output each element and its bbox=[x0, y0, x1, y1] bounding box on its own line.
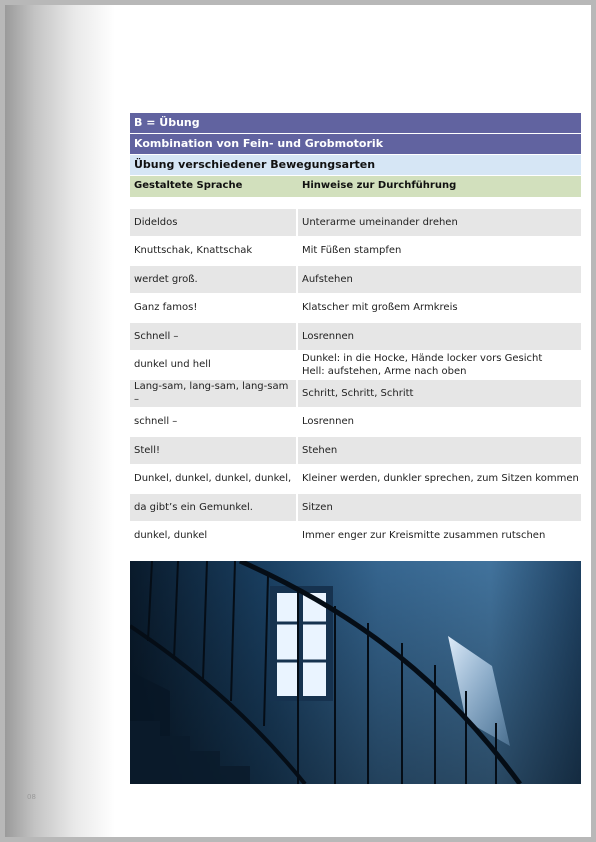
spoken-text-cell: dunkel, dunkel bbox=[134, 530, 208, 542]
instruction-cell bbox=[298, 352, 581, 379]
subtitle-header: Kombination von Fein- und Grobmotorik bbox=[130, 134, 581, 154]
spoken-text-cell: Schnell – bbox=[130, 323, 296, 350]
table-row bbox=[130, 408, 581, 437]
table-row bbox=[130, 322, 581, 351]
instruction-cell bbox=[298, 494, 581, 521]
instruction-line: Losrennen bbox=[302, 330, 354, 342]
instruction-line: Kleiner werden, dunkler sprechen, zum Sitzen kommen bbox=[302, 473, 579, 485]
instruction-line: Sitzen bbox=[302, 501, 333, 513]
instruction-line: Losrennen bbox=[302, 416, 354, 428]
spoken-text-cell: Dunkel, dunkel, dunkel, dunkel, bbox=[134, 473, 292, 485]
table-row bbox=[130, 522, 581, 551]
exercise-table bbox=[130, 208, 581, 550]
instruction-line: Hell: aufstehen, Arme nach oben bbox=[302, 365, 467, 377]
spoken-text-cell: werdet groß. bbox=[130, 266, 296, 293]
instruction-line: Aufstehen bbox=[302, 273, 353, 285]
table-row bbox=[130, 465, 581, 494]
table-row bbox=[130, 265, 581, 294]
instruction-cell bbox=[298, 266, 581, 293]
instruction-cell bbox=[298, 380, 581, 407]
table-row bbox=[130, 436, 581, 465]
instruction-line: Stehen bbox=[302, 444, 338, 456]
spoken-text-cell: dunkel und hell bbox=[134, 359, 211, 371]
staircase-photo bbox=[130, 561, 581, 784]
spoken-text-cell: Dideldos bbox=[130, 209, 296, 236]
spoken-text-cell: Knuttschak, Knattschak bbox=[134, 245, 253, 257]
instruction-cell bbox=[298, 523, 581, 550]
spoken-text-cell: Stell! bbox=[130, 437, 296, 464]
instruction-line: Klatscher mit großem Armkreis bbox=[302, 302, 458, 314]
instruction-cell bbox=[298, 209, 581, 236]
spoken-text-cell: schnell – bbox=[134, 416, 178, 428]
instruction-line: Dunkel: in die Hocke, Hände locker vors Gesicht bbox=[302, 352, 543, 364]
document-page bbox=[5, 5, 591, 837]
page-number: 08 bbox=[27, 793, 36, 801]
column-header-language: Gestaltete Sprache bbox=[134, 180, 243, 191]
table-row bbox=[130, 237, 581, 266]
instruction-cell bbox=[298, 466, 581, 493]
table-row bbox=[130, 208, 581, 237]
spoken-text-cell: da gibt’s ein Gemunkel. bbox=[130, 494, 296, 521]
instruction-line: Immer enger zur Kreismitte zusammen rutschen bbox=[302, 530, 546, 542]
section-header: B = Übung bbox=[130, 113, 581, 133]
instruction-cell bbox=[298, 323, 581, 350]
table-row bbox=[130, 351, 581, 380]
instruction-cell bbox=[298, 295, 581, 322]
spoken-text-cell: Lang-sam, lang-sam, lang-sam – bbox=[130, 380, 296, 407]
instruction-line: Mit Füßen stampfen bbox=[302, 245, 402, 257]
table-row bbox=[130, 493, 581, 522]
instruction-cell bbox=[298, 437, 581, 464]
topic-header: Übung verschiedener Bewegungsarten bbox=[130, 155, 581, 175]
spoken-text-cell: Ganz famos! bbox=[134, 302, 198, 314]
table-row bbox=[130, 294, 581, 323]
table-row bbox=[130, 379, 581, 408]
column-header-instructions: Hinweise zur Durchführung bbox=[302, 180, 457, 191]
column-headers bbox=[130, 176, 581, 197]
instruction-line: Schritt, Schritt, Schritt bbox=[302, 387, 414, 399]
instruction-cell bbox=[298, 409, 581, 436]
instruction-cell bbox=[298, 238, 581, 265]
instruction-line: Unterarme umeinander drehen bbox=[302, 216, 458, 228]
